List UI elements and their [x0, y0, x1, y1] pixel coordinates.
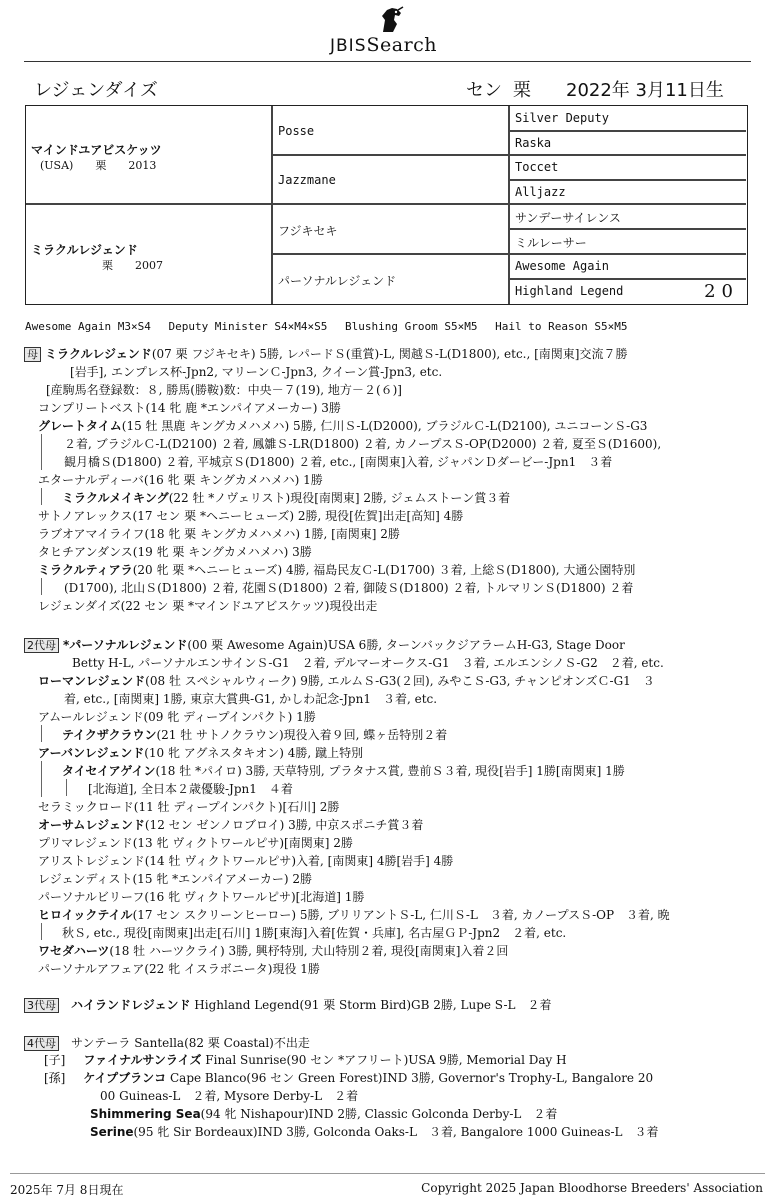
pedigree-gen2-name[interactable]: Posse	[278, 124, 315, 138]
fourth-dam-grandchild: [孫] ケイプブランコ Cape Blanco(96 セン Green Forest)IND 3勝, Governor's Trophy-L, Bangalore 20	[44, 1071, 654, 1085]
pedigree-gen3-name[interactable]: Toccet	[515, 160, 559, 174]
pedigree-gen3-name[interactable]: ミルレーサー	[515, 236, 587, 250]
offspring-entry: アーバンレジェンド(10 牝 アグネスタキオン) 4勝, 蹴上特別	[38, 746, 364, 760]
third-dam-line: 3代母 ハイランドレジェンド Highland Legend(91 栗 Storm Bird)GB 2勝, Lupe S-L ２着	[24, 996, 551, 1014]
offspring-entry: パーソナルビリーフ(16 牝 ヴィクトワールピサ)[北海道] 1勝	[38, 890, 365, 904]
pedigree-gen3-name[interactable]: Highland Legend	[515, 284, 624, 298]
pedigree-gen2-name[interactable]: パーソナルレジェンド	[278, 274, 397, 288]
entry-detail: (07 栗 フジキセキ) 5勝, レパードＳ(重賞)-L, 関越Ｓ-L(D1800), etc., [南関東]交流７勝	[151, 347, 628, 361]
grand-offspring-entry: テイクザクラウン(21 牡 サトノクラウン)現役入着９回, 蝶ヶ岳特別２着	[62, 728, 448, 742]
pedigree-sire-name[interactable]: マインドユアビスケッツ	[31, 143, 162, 157]
second-dam-tag: 2代母	[24, 638, 59, 653]
entry-detail: 着, etc., [南関東] 1勝, 東京大賞典-G1, かしわ記念-Jpn1 ３着, etc.	[64, 692, 438, 706]
footer-date: 2025年 7月 8日現在	[10, 1183, 124, 1197]
offspring-entry: エターナルディーバ(16 牝 栗 キングカメハメハ) 1勝	[38, 473, 323, 487]
grand-offspring-entry: ミラクルメイキング(22 牡 *ノヴェリスト)現役[南関東] 2勝, ジェムストーン賞３着	[62, 491, 511, 505]
fourth-dam-tag: 4代母	[24, 1036, 59, 1051]
horse-color: 栗	[513, 80, 531, 101]
horse-logo-icon	[379, 6, 405, 34]
offspring-entry: ローマンレジェンド(08 牡 スペシャルウィーク) 9勝, エルムＳ-G3(２回), みやこＳ-G3, チャンピオンズＣ-G1 ３	[38, 674, 655, 688]
entry-detail: (D1700), 北山Ｓ(D1800) ２着, 花園Ｓ(D1800) ２着, 御陵Ｓ(D1800) ２着, トルマリンＳ(D1800) ２着	[64, 581, 634, 595]
offspring-entry: タヒチアンダンス(19 牝 栗 キングカメハメハ) 3勝	[38, 545, 312, 559]
offspring-entry: オーサムレジェンド(12 セン ゼンノロブロイ) 3勝, 中京スポニチ賞３着	[38, 818, 424, 832]
offspring-entry: サトノアレックス(17 セン 栗 *ヘニーヒューズ) 2勝, 現役[佐賀]出走[高知] 4勝	[38, 509, 464, 523]
fourth-dam-line: 4代母 サンテーラ Santella(82 栗 Coastal)不出走	[24, 1034, 310, 1052]
horse-sex: セン	[466, 80, 502, 101]
offspring-entry: ミラクルティアラ(20 牝 栗 *ヘニーヒューズ) 4勝, 福島民友Ｃ-L(D1700) ３着, 上総Ｓ(D1800), 大通公園特別	[38, 563, 636, 577]
indent-bar	[41, 923, 42, 940]
offspring-entry: アムールレジェンド(09 牝 ディープインパクト) 1勝	[38, 710, 316, 724]
offspring-entry: セラミックロード(11 牡 ディープインパクト)[石川] 2勝	[38, 800, 340, 814]
offspring-summary: [産駒馬名登録数：８, 勝馬(勝鞍)数：中央－７(19), 地方－２(６)]	[46, 383, 402, 397]
dam-tag: 母	[24, 347, 41, 362]
pedigree-number: 20	[704, 281, 739, 302]
horse-birthdate: 2022年 3月11日生	[566, 80, 724, 101]
indent-bar	[41, 761, 42, 797]
entry-detail: Betty H-L, パーソナルエンサインＳ-G1 ２着, デルマーオークス-G1 ３着, エルエンシノＳ-G2 ２着, etc.	[72, 656, 664, 670]
footer-divider	[10, 1173, 765, 1174]
pedigree-gen3-name[interactable]: Alljazz	[515, 185, 566, 199]
horse-name: レジェンダイズ	[34, 80, 158, 101]
pedigree-table	[25, 105, 748, 305]
pedigree-gen3-name[interactable]: Silver Deputy	[515, 111, 609, 125]
pedigree-dam-name[interactable]: ミラクルレジェンド	[31, 243, 138, 257]
indent-bar	[41, 725, 42, 742]
offspring-entry: ラブオアマイライフ(18 牝 栗 キングカメハメハ) 1勝, [南関東] 2勝	[38, 527, 400, 541]
entry-horse-name[interactable]: ミラクルレジェンド	[45, 347, 152, 361]
offspring-entry: パーソナルアフェア(22 牝 イスラボニータ)現役 1勝	[38, 962, 320, 976]
pedigree-sire-info: (USA) 栗 2013	[40, 159, 157, 172]
entry-detail: 00 Guineas-L ２着, Mysore Derby-L ２着	[100, 1089, 359, 1103]
entry-detail: [北海道], 全日本２歳優駿-Jpn1 ４着	[88, 782, 293, 796]
logo-text: JBISSearch	[330, 34, 438, 56]
grand-offspring-entry: タイセイアゲイン(18 牡 *パイロ) 3勝, 天草特別, プラタナス賞, 豊前Ｓ３着, 現役[岩手] 1勝[南関東] 1勝	[62, 764, 625, 778]
jbis-search-logo[interactable]	[322, 6, 462, 56]
indent-bar	[66, 779, 67, 796]
dam-line	[24, 345, 627, 363]
fourth-dam-grandchild: Shimmering Sea(94 牝 Nishapour)IND 2勝, Classic Golconda Derby-L ２着	[90, 1107, 558, 1121]
offspring-entry: コンプリートベスト(14 牝 鹿 *エンパイアメーカー) 3勝	[38, 401, 341, 415]
indent-bar	[41, 434, 42, 470]
offspring-entry: ヒロイックテイル(17 セン スクリーンヒーロー) 5勝, ブリリアントＳ-L, 仁川Ｓ-L ３着, カノープスＳ-OP ３着, 晩	[38, 908, 670, 922]
entry-detail: [岩手], エンプレス杯-Jpn2, マリーンＣ-Jpn3, クイーン賞-Jpn3, etc.	[70, 365, 443, 379]
header-divider	[24, 61, 751, 62]
pedigree-dam-info: 栗 2007	[102, 259, 163, 272]
inbreeding-summary: Awesome Again M3×S4 Deputy Minister S4×M4×S5 Blushing Groom S5×M5 Hail to Reason S5×M5	[25, 320, 628, 333]
pedigree-gen2-name[interactable]: Jazzmane	[278, 173, 336, 187]
indent-bar	[41, 488, 42, 505]
offspring-entry: アリストレジェンド(14 牡 ヴィクトワールピサ)入着, [南関東] 4勝[岩手] 4勝	[38, 854, 454, 868]
pedigree-gen2-name[interactable]: フジキセキ	[278, 224, 338, 238]
pedigree-gen3-name[interactable]: Raska	[515, 136, 552, 150]
entry-detail: 観月橋Ｓ(D1800) ２着, 平城京Ｓ(D1800) ２着, etc., [南関東]入着, ジャパンＤダービー-Jpn1 ３着	[64, 455, 613, 469]
offspring-entry: プリマレジェンド(13 牝 ヴィクトワールピサ)[南関東] 2勝	[38, 836, 353, 850]
offspring-entry: レジェンディスト(15 牝 *エンパイアメーカー) 2勝	[38, 872, 313, 886]
fourth-dam-child: [子] ファイナルサンライズ Final Sunrise(90 セン *アフリート)USA 9勝, Memorial Day H	[44, 1053, 567, 1067]
third-dam-tag: 3代母	[24, 998, 59, 1013]
offspring-entry: レジェンダイズ(22 セン 栗 *マインドユアビスケッツ)現役出走	[38, 599, 378, 613]
second-dam-line: 2代母 *パーソナルレジェンド(00 栗 Awesome Again)USA 6勝, ターンバックジアラームH-G3, Stage Door	[24, 636, 625, 654]
entry-detail: ２着, ブラジルＣ-L(D2100) ２着, 鳳雛Ｓ-LR(D1800) ２着, カノープスＳ-OP(D2000) ２着, 夏至Ｓ(D1600),	[64, 437, 662, 451]
entry-detail: 秋Ｓ, etc., 現役[南関東]出走[石川] 1勝[東海]入着[佐賀・兵庫], 名古屋ＧＰ-Jpn2 ２着, etc.	[62, 926, 567, 940]
offspring-entry: グレートタイム(15 牡 黒鹿 キングカメハメハ) 5勝, 仁川Ｓ-L(D2000), ブラジルＣ-L(D2100), ユニコーンＳ-G3	[38, 419, 648, 433]
pedigree-gen3-name[interactable]: サンデーサイレンス	[515, 211, 621, 225]
offspring-entry: ワセダハーツ(18 牡 ハーツクライ) 3勝, 興杼特別, 犬山特別２着, 現役[南関東]入着２回	[38, 944, 509, 958]
pedigree-gen3-name[interactable]: Awesome Again	[515, 259, 609, 273]
fourth-dam-grandchild: Serine(95 牝 Sir Bordeaux)IND 3勝, Golconda Oaks-L ３着, Bangalore 1000 Guineas-L ３着	[90, 1125, 659, 1139]
indent-bar	[41, 578, 42, 595]
footer-copyright: Copyright 2025 Japan Bloodhorse Breeders' Association	[421, 1181, 763, 1195]
